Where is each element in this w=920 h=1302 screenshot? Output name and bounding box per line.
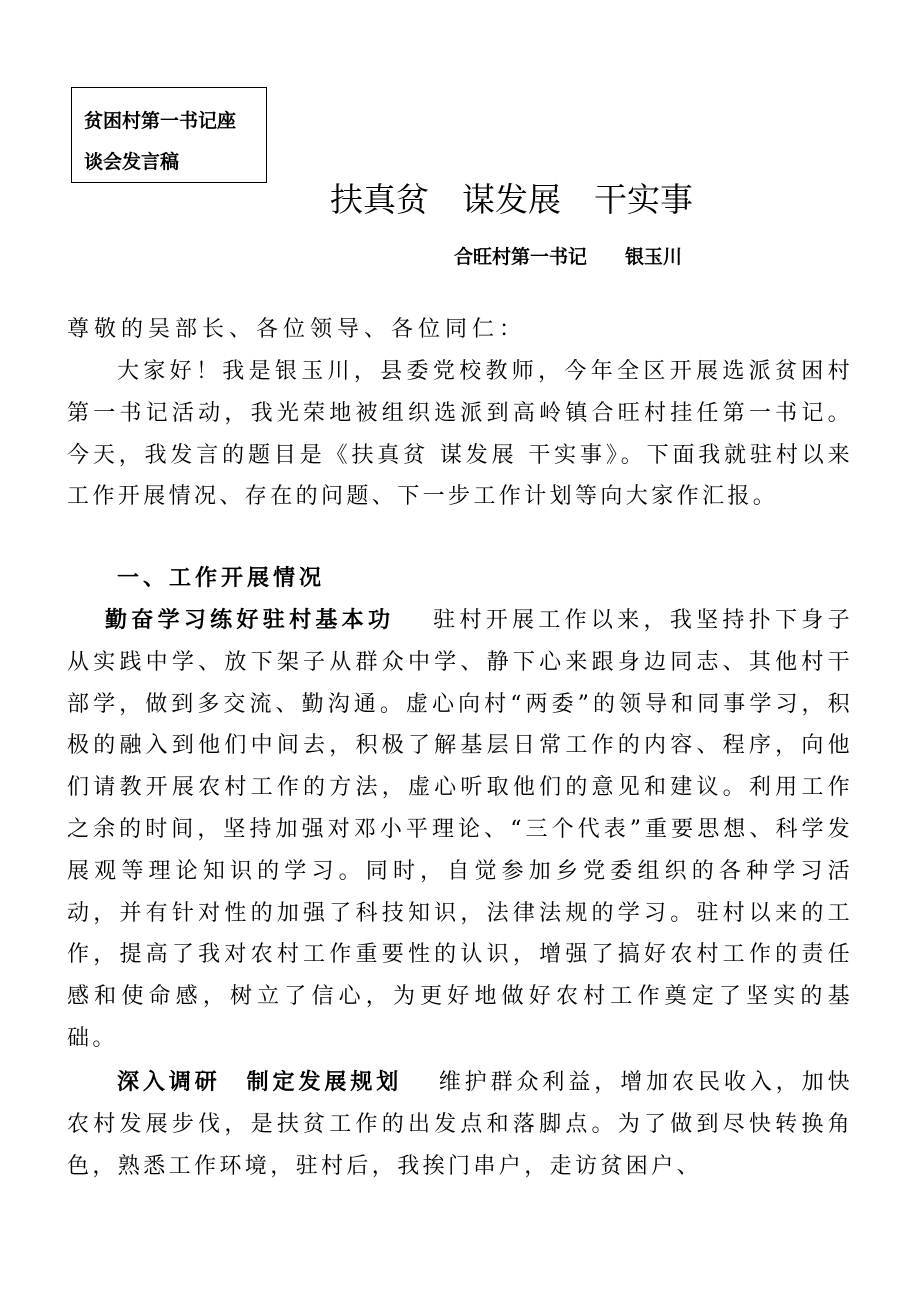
- section-heading-work-progress: 一、工作开展情况: [117, 566, 326, 591]
- opening-paragraph: 大家好！我是银玉川，县委党校教师，今年全区开展选派贫困村第一书记活动，我光荣地被组织选派到高岭镇合旺村挂任第一书记。今天，我发言的题目是《扶真贫 谋发展 干实事》。下面我就驻村以来工作开展情况、存在的问题、下一步工作计划等向大家作汇报。: [67, 359, 853, 510]
- document-type-line-1: 贫困村第一书记座: [84, 110, 237, 132]
- research-paragraph: [67, 1062, 853, 1187]
- speech-author: 合旺村第一书记 银玉川: [454, 246, 683, 268]
- study-paragraph: [67, 600, 853, 1060]
- salutation: 尊敬的吴部长、各位领导、各位同仁：: [67, 317, 527, 342]
- document-type-box: [71, 87, 267, 183]
- study-paragraph-lead: 勤奋学习练好驻村基本功: [105, 608, 395, 633]
- research-paragraph-body: 维护群众利益，增加农民收入，加快农村发展步伐，是扶贫工作的出发点和落脚点。为了做到尽快转换角色，熟悉工作环境，驻村后，我挨门串户，走访贫困户、: [67, 1070, 853, 1179]
- document-type-line-2: 谈会发言稿: [84, 151, 180, 173]
- speech-title: 扶真贫 谋发展 干实事: [330, 180, 693, 219]
- research-paragraph-lead: 深入调研 制定发展规划: [117, 1070, 403, 1095]
- study-paragraph-body: 驻村开展工作以来，我坚持扑下身子从实践中学、放下架子从群众中学、静下心来跟身边同志、其他村干部学，做到多交流、勤沟通。虚心向村“两委”的领导和同事学习，积极的融入到他们中间去，积极了解基层日常工作的内容、程序，向他们请教开展农村工作的方法，虚心听取他们的意见和建议。利用工作之余的时间，坚持加强对邓小平理论、“三个代表”重要思想、科学发展观等理论知识的学习。同时，自觉参加乡党委组织的各种学习活动，并有针对性的加强了科技知识，法律法规的学习。驻村以来的工作，提高了我对农村工作重要性的认识，增强了搞好农村工作的责任感和使命感，树立了信心，为更好地做好农村工作奠定了坚实的基础。: [67, 608, 854, 1051]
